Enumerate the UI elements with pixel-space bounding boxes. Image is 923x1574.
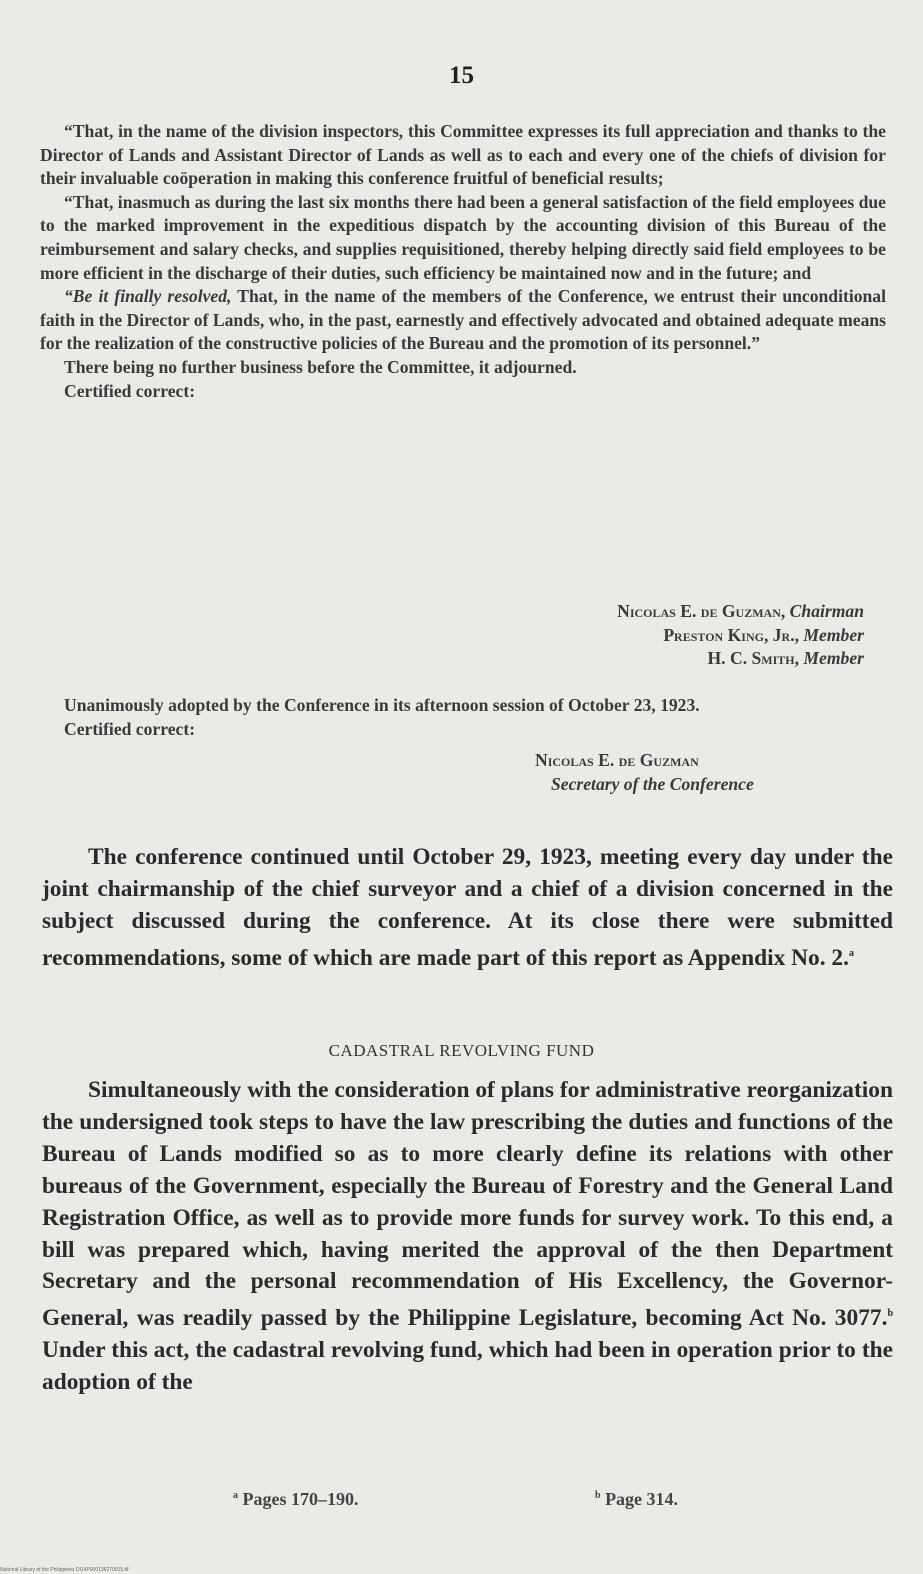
adoption-text: Unanimously adopted by the Conference in its afternoon session of October 23, 1923. — [64, 695, 700, 715]
revolving-fund-paragraph — [42, 1075, 893, 1399]
footnote-mark-b: b — [887, 1308, 893, 1320]
resolved-lead: “Be it finally resolved, — [64, 286, 232, 307]
section-heading: CADASTRAL REVOLVING FUND — [328, 1041, 595, 1060]
footnote-text: Pages 170–190. — [242, 1489, 359, 1509]
secretary-signature — [535, 749, 886, 796]
footnote-a — [233, 1489, 359, 1510]
adoption-certified: Certified correct: — [64, 718, 196, 739]
footnote-mark: b — [595, 1490, 601, 1501]
footnote-mark: a — [233, 1490, 238, 1501]
resolved-text: That, in the name of the members of the Conference, we entrust their unconditional faith in the Director of Lands, who, in the past, earnestly and effectively advocated and obtained adequate means for the realization of the constructive policies of the Bureau and the promotion of its personnel.” — [40, 286, 886, 354]
adjourned-line: There being no further business before the Committee, it adjourned. — [64, 356, 577, 377]
signature-member-2: H. C. Smith, Member — [707, 648, 864, 669]
scan-footer: National Library of the Philippines DI14P000136270015.tif — [0, 1567, 129, 1573]
signature-chairman: Nicolas E. de Guzman, Chairman — [617, 601, 864, 621]
page-number: 15 — [449, 62, 474, 89]
footnote-mark-a: a — [848, 947, 854, 959]
revolving-body-1: Simultaneously with the consideration of plans for administrative reorganization the undersigned took steps to have the law prescribing the duties and functions of the Bureau of Lands modified so as to more clearly define its relations with other bureaus of the Government, especially the Bureau of Forestry and the General Land Registration Office, as well as to provide more funds for survey work. To this end, a bill was prepared which, having merited the approval of the then Department Secretary and the personal recommendation of His Excellency, the Governor-General, was readily passed by the Philippine Legislature, becoming Act No. 3077. — [42, 1077, 893, 1332]
footnote-b — [595, 1489, 678, 1510]
signatory-role: Member — [803, 648, 864, 669]
conference-body: The conference continued until October 29, 1923, meeting every day under the joint chairmanship of the chief surveyor and a chief of a division concerned in the subject discussed during the conference. At its close there were submitted recommendations, some of which are made part of this report as Appendix No. 2. — [42, 844, 893, 971]
resolution-paragraph-1: “That, in the name of the division inspectors, this Committee expresses its full appreciation and thanks to the Director of Lands and Assistant Director of Lands as well as to each and every one of the chiefs of division for their invaluable coöperation in making this conference fruitful of beneficial results; — [40, 121, 886, 189]
adoption-block — [40, 694, 886, 796]
signatory-name: Preston King, Jr. — [663, 624, 795, 645]
signatory-name: Nicolas E. de Guzman — [617, 601, 781, 621]
resolution-paragraph-3 — [40, 285, 886, 356]
secretary-name: Nicolas E. de Guzman — [535, 750, 699, 771]
resolution-text — [40, 120, 886, 403]
footnote-text: Page 314. — [605, 1489, 679, 1509]
secretary-role: Secretary of the Conference — [551, 773, 754, 794]
revolving-text — [42, 1075, 893, 1399]
signature-member-1: Preston King, Jr., Member — [663, 624, 864, 645]
certified-correct: Certified correct: — [64, 380, 196, 401]
signatory-name: H. C. Smith — [707, 648, 795, 669]
committee-signatures — [40, 600, 886, 671]
conference-text — [42, 842, 893, 974]
signatory-role: Member — [803, 624, 864, 645]
resolution-paragraph-2: “That, inasmuch as during the last six months there had been a general satisfaction of the field employees due to the marked improvement in the expeditious dispatch by the accounting division of this Bureau of the reimbursement and salary checks, and supplies requisitioned, thereby helping directly said field employees to be more efficient in the discharge of their duties, such efficiency be maintained now and in the future; and — [40, 191, 886, 283]
signatory-role: Chairman — [789, 601, 864, 621]
revolving-body-2: Under this act, the cadastral revolving fund, which had been in operation prior to the adoption of the — [42, 1337, 893, 1395]
conference-paragraph — [42, 842, 893, 974]
